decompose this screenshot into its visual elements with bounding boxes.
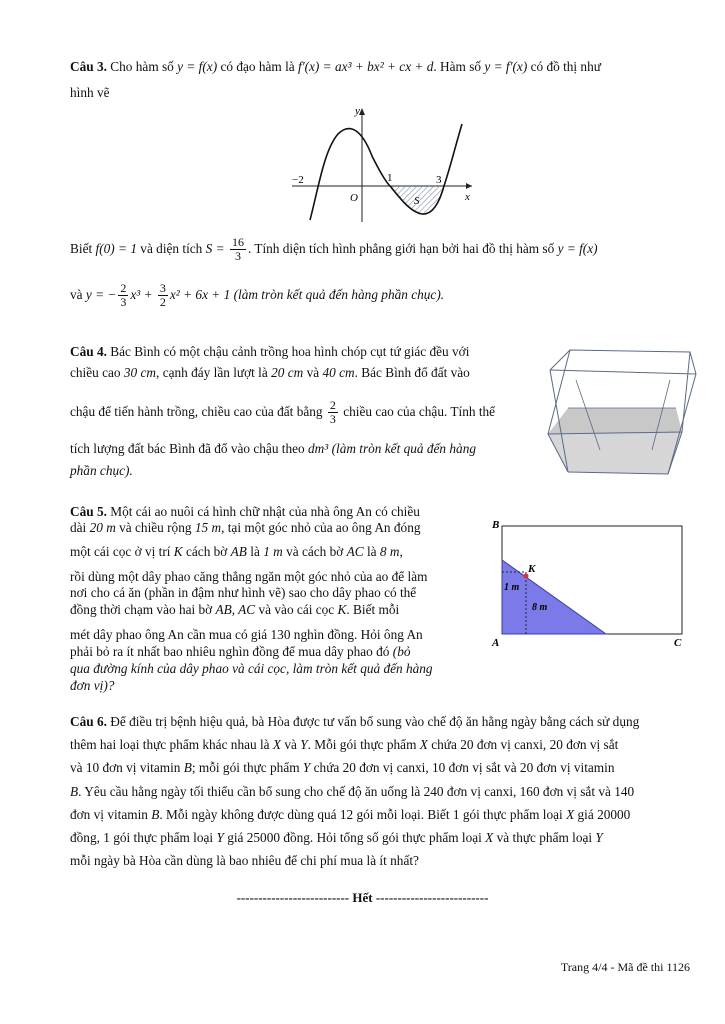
q6-math: B — [70, 784, 79, 799]
label-c: C — [674, 637, 682, 649]
q6-text: Để điều trị bệnh hiệu quả, bà Hòa được tư vấn bổ sung vào chế độ ăn hằng ngày bằng cách sử dụng — [110, 714, 640, 729]
label-a: A — [492, 637, 500, 649]
q6-text: giá 25000 đồng. Hỏi tổng số gói thực phẩm loại — [227, 830, 482, 845]
q3-math: x² + 6x + 1 — [169, 287, 231, 302]
q6-line6 — [70, 829, 603, 846]
q4-math: 20 cm — [271, 365, 304, 380]
label-1m: 1 m — [504, 582, 520, 593]
q6-text: đồng, 1 gói thực phẩm loại — [70, 830, 214, 845]
numerator: 2 — [329, 398, 336, 413]
numerator: 16 — [231, 235, 244, 250]
q4-text: chiều cao của chậu. Tính thể — [343, 404, 496, 419]
q5-line2 — [70, 519, 421, 536]
pot-edge — [690, 352, 696, 374]
y-label: y — [355, 105, 360, 117]
q4-text: . Bác Bình đổ đất vào — [354, 365, 470, 380]
q6-math: Y — [595, 830, 603, 845]
q3-math: f(0) = 1 — [95, 241, 137, 256]
q5-text: là — [366, 544, 377, 559]
q5-note: (bỏ — [392, 644, 411, 659]
q5-text: , tại một góc nhỏ của ao ông An đóng — [221, 520, 421, 535]
q4-line1 — [70, 343, 469, 360]
q3-math: y = − — [85, 287, 117, 302]
q5-math: 20 m — [89, 520, 116, 535]
q5-text: . Biết mỗi — [346, 602, 400, 617]
q5-math: K — [173, 544, 183, 559]
q6-line1 — [70, 713, 639, 730]
q5-line10: đơn vị)? — [70, 678, 115, 693]
fraction-2-3 — [118, 282, 128, 309]
q3-math: y = f(x) — [557, 241, 598, 256]
q6-text: ; mỗi gói thực phẩm — [191, 760, 300, 775]
q6-line7: mỗi ngày bà Hòa cần dùng là bao nhiêu để chi phí mua là ít nhất? — [70, 853, 419, 868]
pot-edge — [550, 370, 696, 374]
tick-minus2: −2 — [292, 174, 304, 186]
q6-math: B — [183, 760, 192, 775]
q5-line5: nơi cho cá ăn (phần in đậm như hình vẽ) sao cho dây phao có thể — [70, 585, 417, 600]
q3-text: . Hàm số — [433, 59, 482, 74]
q5-line1 — [70, 503, 420, 520]
q6-text: chứa 20 đơn vị canxi, 10 đơn vị sắt và 20 đơn vị vitamin — [313, 760, 615, 775]
fraction-3-2 — [158, 282, 168, 309]
q4-line4 — [70, 440, 476, 457]
q4-text: tích lượng đất bác Bình đã đổ vào chậu theo — [70, 441, 305, 456]
tick-3: 3 — [436, 174, 442, 186]
label-b: B — [492, 519, 500, 531]
q3-math: y = f′(x) — [484, 59, 528, 74]
q6-text: . Mỗi ngày không được dùng quá 12 gói mỗi loại. Biết 1 gói thực phẩm loại — [159, 807, 563, 822]
q5-math: AC — [346, 544, 364, 559]
q6-math: X — [419, 737, 428, 752]
q5-text: và cách bờ — [286, 544, 344, 559]
frustum-pot-figure — [540, 346, 700, 480]
q5-line9: qua đường kính của dây phao và cái cọc, làm tròn kết quả đến hàng — [70, 661, 433, 676]
q5-text: và vào cái cọc — [258, 602, 335, 617]
q5-math: 8 m, — [379, 544, 403, 559]
end-marker: -------------------------- Hết -------------------------- — [236, 890, 489, 905]
q3-label: Câu 3. — [70, 59, 107, 74]
q5-math: AB — [230, 544, 247, 559]
q5-math: K — [337, 602, 347, 617]
q3-text: có đạo hàm là — [220, 59, 295, 74]
q5-text: dài — [70, 520, 87, 535]
label-k: K — [528, 563, 536, 575]
label-8m: 8 m — [532, 602, 548, 613]
q3-text: và — [70, 287, 83, 302]
q6-text: . Mỗi gói thực phẩm — [307, 737, 417, 752]
page-footer: Trang 4/4 - Mã đề thi 1126 — [560, 960, 690, 974]
x-axis-arrow — [466, 183, 472, 189]
q6-line3 — [70, 759, 614, 776]
tick-1: 1 — [387, 172, 393, 184]
q4-text: và — [306, 365, 320, 380]
q4-line3 — [70, 395, 495, 429]
q3-math: x³ + — [130, 287, 153, 302]
q5-text: và chiều rộng — [119, 520, 192, 535]
denominator: 2 — [159, 295, 166, 310]
q6-math: Y — [216, 830, 224, 845]
q6-text: và — [284, 737, 297, 752]
numerator: 2 — [120, 281, 127, 296]
q6-text: đơn vị vitamin — [70, 807, 148, 822]
derivative-graph — [282, 100, 482, 226]
q5-line4: rồi dùng một dây phao căng thẳng ngăn một góc nhỏ của ao để làm — [70, 569, 428, 584]
q5-text: phải bỏ ra ít nhất bao nhiêu nghìn đồng để mua dây phao đó — [70, 644, 390, 659]
q6-text: chứa 20 đơn vị canxi, 20 đơn vị sắt — [431, 737, 619, 752]
q6-text: thêm hai loại thực phẩm khác nhau là — [70, 737, 270, 752]
q4-math: dm³ — [308, 441, 329, 456]
q3-text: . Tính diện tích hình phẳng giới hạn bởi hai đồ thị hàm số — [247, 241, 555, 256]
q4-note: (làm tròn kết quả đến hàng — [331, 441, 476, 456]
fraction-2-3 — [328, 399, 338, 426]
q5-math: 15 m — [194, 520, 222, 535]
q6-math: X — [272, 737, 282, 752]
q4-text: Bác Bình có một chậu cảnh trồng hoa hình chóp cụt tứ giác đều với — [110, 344, 470, 359]
q6-math: X — [566, 807, 575, 822]
q4-label: Câu 4. — [70, 344, 107, 359]
q3-text: và diện tích — [140, 241, 203, 256]
q6-text: giá 20000 — [577, 807, 631, 822]
q3-line3 — [70, 232, 598, 266]
q5-text: mét dây phao ông An cần mua có giá — [70, 627, 268, 642]
q6-label: Câu 6. — [70, 714, 107, 729]
q4-text: chiều cao — [70, 365, 121, 380]
q3-text: Cho hàm số — [110, 59, 174, 74]
q6-text: và 10 đơn vị vitamin — [70, 760, 181, 775]
q5-label: Câu 5. — [70, 504, 107, 519]
y-axis-arrow — [359, 108, 365, 115]
q3-line1 — [70, 58, 601, 75]
q3-line4 — [70, 278, 444, 312]
q3-math: y = f(x) — [177, 59, 218, 74]
q5-text: 130 — [270, 627, 291, 642]
q5-text: cách bờ — [185, 544, 228, 559]
q5-line6 — [70, 601, 399, 618]
q4-text: chậu để tiến hành trồng, chiều cao của đất bằng — [70, 404, 323, 419]
q5-line3 — [70, 543, 403, 560]
x-label: x — [465, 191, 470, 203]
q6-math: Y — [300, 737, 308, 752]
origin-label: O — [350, 192, 358, 204]
q5-line8 — [70, 643, 411, 660]
denominator: 3 — [120, 295, 127, 310]
q6-text: . Yêu cầu hằng ngày tối thiểu cần bổ sung cho chế độ ăn uống là 240 đơn vị canxi, 160 đơn vị sắt và 140 — [78, 784, 635, 799]
q6-line2 — [70, 736, 618, 753]
denominator: 3 — [329, 412, 336, 427]
q4-math: 40 cm — [322, 365, 355, 380]
fraction-16-3 — [230, 236, 246, 263]
q3-note: (làm tròn kết quả đến hàng phần chục). — [233, 287, 445, 302]
derivative-curve — [310, 124, 462, 220]
q5-line7 — [70, 626, 423, 643]
q4-line5: phần chục). — [70, 463, 133, 478]
q5-text: nghìn đồng. Hỏi ông An — [293, 627, 423, 642]
q3-math: f′(x) = ax³ + bx² + cx + d — [298, 59, 434, 74]
q3-math: S = — [205, 241, 225, 256]
q4-math: 30 cm — [123, 365, 157, 380]
pond-figure — [488, 514, 690, 654]
q6-line4 — [70, 783, 634, 800]
q5-text: Một cái ao nuôi cá hình chữ nhật của nhà ông An có chiều — [110, 504, 420, 519]
q6-text: và thực phẩm loại — [496, 830, 593, 845]
numerator: 3 — [159, 281, 166, 296]
q5-math: AB, AC — [215, 602, 256, 617]
q3-text: có đồ thị như — [530, 59, 601, 74]
q4-line2 — [70, 364, 470, 381]
q6-math: Y — [302, 760, 311, 775]
q3-line2: hình vẽ — [70, 85, 110, 100]
q5-text: đồng thời chạm vào hai bờ — [70, 602, 213, 617]
denominator: 3 — [234, 249, 241, 264]
q4-text: , cạnh đáy lần lượt là — [156, 365, 268, 380]
q6-math: B — [151, 807, 160, 822]
q6-line5 — [70, 806, 630, 823]
soil-front — [548, 432, 682, 474]
feeding-region — [502, 560, 606, 634]
q5-math: 1 m — [263, 544, 283, 559]
q5-text: một cái cọc ở vị trí — [70, 544, 171, 559]
area-s-label: S — [414, 195, 420, 207]
q6-math: X — [485, 830, 494, 845]
q5-text: là — [250, 544, 260, 559]
q3-text: Biết — [70, 241, 93, 256]
